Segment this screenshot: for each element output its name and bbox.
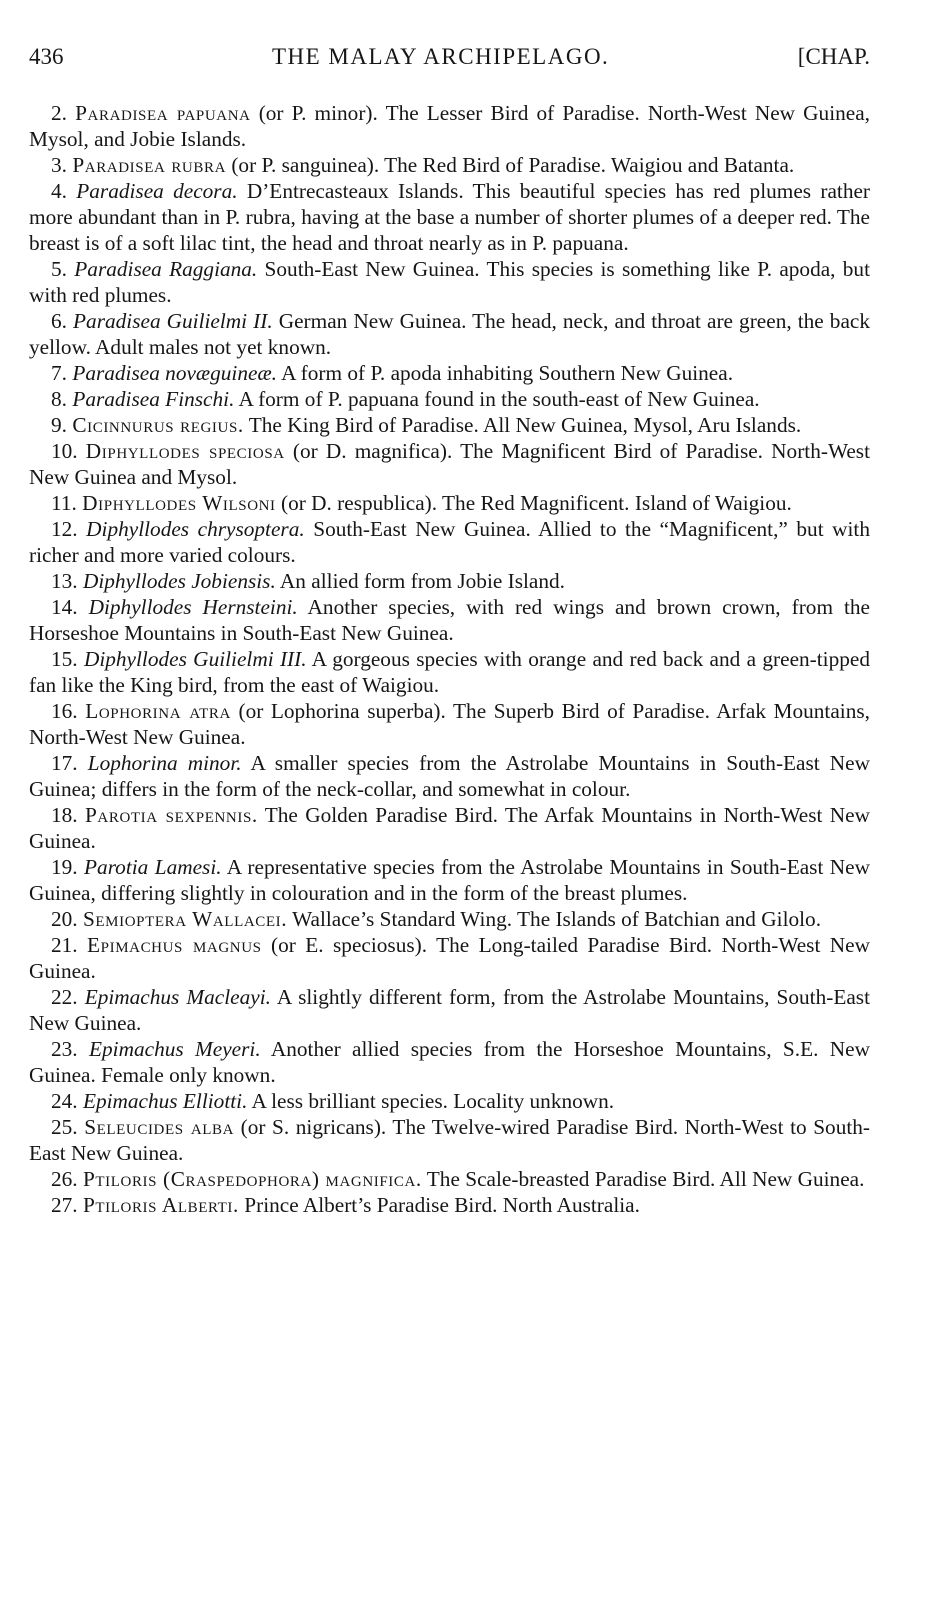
- species-description: Another species, with red wings and brown crown, from the Horseshoe Mountains in South-East New Guinea.: [29, 595, 871, 645]
- species-name: Seleucides alba: [84, 1115, 235, 1139]
- entry-number: 15.: [51, 647, 78, 671]
- entry-number: 7.: [51, 361, 67, 385]
- species-name: Paradisea Raggiana.: [74, 257, 258, 281]
- species-description: Prince Albert’s Paradise Bird. North Australia.: [238, 1193, 640, 1217]
- species-description: South-East New Guinea. Allied to the “Magnificent,” but with richer and more varied colours.: [29, 517, 871, 567]
- species-description: (or Lophorina superba). The Superb Bird of Paradise. Arfak Mountains, North-West New Guinea.: [29, 699, 870, 749]
- species-name: Paradisea rubra: [72, 153, 226, 177]
- species-description: (or E. speciosus). The Long-tailed Paradise Bird. North-West New Guinea.: [29, 933, 870, 983]
- entry-number: 17.: [51, 751, 78, 775]
- species-name: Diphyllodes Guilielmi III.: [83, 647, 307, 671]
- species-description: A form of P. papuana found in the south-east of New Guinea.: [234, 387, 760, 411]
- species-description: The King Bird of Paradise. All New Guinea, Mysol, Aru Islands.: [243, 413, 802, 437]
- entry-number: 14.: [51, 595, 78, 619]
- species-name: Paradisea papuana: [75, 101, 251, 125]
- species-entry: [29, 750, 870, 802]
- species-entry: [29, 802, 870, 854]
- entry-number: 13.: [51, 569, 78, 593]
- species-name: Lophorina atra: [85, 699, 231, 723]
- species-entry: [29, 568, 870, 594]
- entry-number: 5.: [51, 257, 67, 281]
- species-entry: [29, 906, 870, 932]
- species-entry: [29, 932, 870, 984]
- entry-number: 9.: [51, 413, 67, 437]
- species-entry: [29, 308, 870, 360]
- species-description: A less brilliant species. Locality unknown.: [247, 1089, 615, 1113]
- species-entry: [29, 412, 870, 438]
- entry-number: 23.: [51, 1037, 78, 1061]
- species-entry: [29, 984, 870, 1036]
- species-entry: [29, 152, 870, 178]
- species-name: Epimachus Macleayi.: [84, 985, 271, 1009]
- entry-number: 22.: [51, 985, 78, 1009]
- species-description: (or D. respublica). The Red Magnificent. Island of Waigiou.: [275, 491, 792, 515]
- species-name: Lophorina minor.: [87, 751, 242, 775]
- entry-number: 11.: [51, 491, 77, 515]
- species-description: A form of P. apoda inhabiting Southern New Guinea.: [276, 361, 734, 385]
- species-name: Paradisea decora.: [76, 179, 238, 203]
- entry-number: 4.: [51, 179, 67, 203]
- species-entry: [29, 256, 870, 308]
- species-entry: [29, 854, 870, 906]
- species-description: (or D. magnifica). The Magnificent Bird of Paradise. North-West New Guinea and Mysol.: [29, 439, 871, 489]
- species-description: The Scale-breasted Paradise Bird. All New Guinea.: [421, 1167, 865, 1191]
- species-entry: [29, 178, 870, 256]
- entry-number: 8.: [51, 387, 67, 411]
- species-name: Diphyllodes Jobiensis.: [82, 569, 276, 593]
- species-entry: [29, 698, 870, 750]
- species-entry: [29, 516, 870, 568]
- species-name: Ptiloris Alberti.: [82, 1193, 239, 1217]
- species-description: (or P. sanguinea). The Red Bird of Paradise. Waigiou and Batanta.: [226, 153, 795, 177]
- species-entry: [29, 438, 870, 490]
- species-name: Paradisea novæguineæ.: [72, 361, 277, 385]
- running-title: THE MALAY ARCHIPELAGO.: [271, 44, 610, 69]
- species-entry: [29, 360, 870, 386]
- species-entry: [29, 490, 870, 516]
- species-description: A smaller species from the Astrolabe Mountains in South-East New Guinea; differs in the form of the neck-collar, and somewhat in colour.: [29, 751, 871, 801]
- species-description: The Golden Paradise Bird. The Arfak Mountains in North-West New Guinea.: [29, 803, 870, 853]
- entry-number: 18.: [51, 803, 78, 827]
- entry-number: 6.: [51, 309, 67, 333]
- species-name: Cicinnurus regius.: [72, 413, 244, 437]
- species-name: Parotia sexpennis.: [84, 803, 258, 827]
- species-description: Wallace’s Standard Wing. The Islands of Batchian and Gilolo.: [287, 907, 822, 931]
- running-header: [29, 44, 870, 74]
- species-description: A representative species from the Astrolabe Mountains in South-East New Guinea, differing slightly in colouration and in the form of the breast plumes.: [29, 855, 870, 905]
- species-description: A gorgeous species with orange and red back and a green-tipped fan like the King bird, from the east of Waigiou.: [29, 647, 870, 697]
- entry-number: 16.: [51, 699, 78, 723]
- entry-number: 21.: [51, 933, 78, 957]
- species-name: Semioptera Wallacei.: [82, 907, 288, 931]
- species-entry: [29, 1166, 870, 1192]
- entry-number: 19.: [51, 855, 78, 879]
- species-name: Diphyllodes Wilsoni: [82, 491, 276, 515]
- species-description: A slightly different form, from the Astrolabe Mountains, South-East New Guinea.: [29, 985, 870, 1035]
- species-entry: [29, 594, 870, 646]
- species-name: Epimachus magnus: [87, 933, 262, 957]
- species-entry: [29, 1114, 870, 1166]
- entry-number: 10.: [51, 439, 78, 463]
- species-entry: [29, 646, 870, 698]
- entry-number: 12.: [51, 517, 78, 541]
- entry-number: 25.: [51, 1115, 78, 1139]
- species-name: Diphyllodes speciosa: [85, 439, 285, 463]
- species-description: An allied form from Jobie Island.: [275, 569, 566, 593]
- species-entry: [29, 386, 870, 412]
- species-name: Ptiloris (Craspedophora) magnifica.: [82, 1167, 422, 1191]
- entry-number: 26.: [51, 1167, 78, 1191]
- chapter-label: [CHAP.: [797, 44, 870, 69]
- species-entry: [29, 1088, 870, 1114]
- species-entry: [29, 1192, 870, 1218]
- species-entry: [29, 1036, 870, 1088]
- entry-number: 2.: [51, 101, 67, 125]
- species-description: South-East New Guinea. This species is something like P. apoda, but with red plumes.: [29, 257, 870, 307]
- species-description: D’Entrecasteaux Islands. This beautiful species has red plumes rather more abundant than in P. rubra, having at the base a number of shorter plumes of a deeper red. The breast is of a soft lilac tint, the head and throat nearly as in P. papuana.: [29, 179, 871, 255]
- entry-number: 3.: [51, 153, 67, 177]
- entry-number: 20.: [51, 907, 78, 931]
- species-name: Parotia Lamesi.: [84, 855, 222, 879]
- species-entry: [29, 100, 870, 152]
- species-list: [29, 100, 870, 1218]
- species-name: Paradisea Guilielmi II.: [73, 309, 273, 333]
- species-description: (or P. minor). The Lesser Bird of Paradise. North-West New Guinea, Mysol, and Jobie Islands.: [29, 101, 870, 151]
- entry-number: 24.: [51, 1089, 78, 1113]
- species-name: Paradisea Finschi.: [72, 387, 235, 411]
- species-description: German New Guinea. The head, neck, and throat are green, the back yellow. Adult males not yet known.: [29, 309, 871, 359]
- page-number: 436: [29, 44, 64, 69]
- species-name: Epimachus Meyeri.: [89, 1037, 261, 1061]
- species-name: Epimachus Elliotti.: [82, 1089, 248, 1113]
- species-description: (or S. nigricans). The Twelve-wired Paradise Bird. North-West to South-East New Guinea.: [29, 1115, 870, 1165]
- species-description: Another allied species from the Horseshoe Mountains, S.E. New Guinea. Female only known.: [29, 1037, 870, 1087]
- species-name: Diphyllodes chrysoptera.: [86, 517, 305, 541]
- species-name: Diphyllodes Hernsteini.: [88, 595, 298, 619]
- entry-number: 27.: [51, 1193, 78, 1217]
